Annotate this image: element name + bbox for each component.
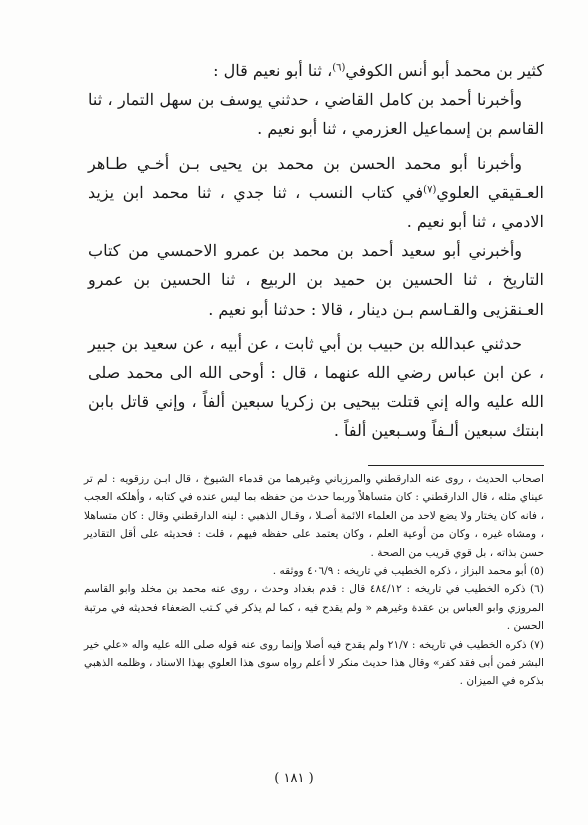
- paragraph-4: وأخبرني أبو سعيد أحمد بن محمد بن عمرو الاحمسي من كتاب التاريخ ، ثنا الحسين بن حميد بن الربيع ، ثنا الحسين بن عمرو العـنقزيى والقـاسم بـن دينار ، قالا : حدثنا أبو نعيم .: [88, 241, 544, 319]
- paragraph-3: [88, 149, 544, 237]
- footnotes: [84, 470, 544, 691]
- footnote-marker-7: (٧): [423, 184, 437, 196]
- footnote-marker-6: (٦): [332, 62, 346, 74]
- paragraph-1-text-start: كثير بن محمد أبو أنس الكوفي: [345, 61, 544, 80]
- footnote-6: (٦) ذكره الخطيب في تاريخه : ٤٨٤/١٢ قال : قدم بغداد وحدث ، روى عنه محمد بن مخلد وابو القاسم المروزي وابو العباس بن عقدة وغيرهم « ولم يقدح فيه ، كما لم يذكر في كـتب الضعفاء فحديثه في مرتبة الحسن .: [84, 583, 544, 633]
- paragraph-1: [88, 56, 544, 85]
- paragraph-1-text-end: ، ثنا أبو نعيم قال :: [213, 61, 333, 80]
- paragraph-2: وأخبرنا أحمد بن كامل القاضي ، حدثني يوسف بن سهل التمار ، ثنا القاسم بن إسماعيل العزرمي ، ثنا أبو نعيم .: [88, 90, 544, 139]
- footnote-continued: اصحاب الحديث ، روى عنه الدارقطني والمرزباني وغيرهما من قدماء الشيوخ ، قال ابـن رزقويه : لم تر عيناي مثله ، قال الدارقطني : كان متساهلاً وربما حدث من حفظه بما ليس عنده في كتابه ، وأهلكه العجب ، فانه كان يختار ولا يضع لاحد من العلماء الائمة أصـلا ، وقـال الذهبي : لينه الدارقطني وقال : كان متساهلا ، ومشاه غيره ، وكان من أوعية العلم ، وكان يعتمد على حفظه فيهم ، قلت : فحديثه على أقل التقادير حسن بذاته ، بل قوي قريب من الصحة .: [84, 473, 544, 559]
- paragraph-5: حدثني عبدالله بن حبيب بن أبي ثابت ، عن أبيه ، عن سعيد بن جبير ، عن ابن عباس رضي الله عنهما ، قال : أوحى الله الى محمد صلى الله عليه واله إني قتلت بيحيى بن زكريا سبعين ألفاً ، وإني قاتل بابن ابنتك سبعين ألـفاً وسـبعين ألفاً .: [88, 333, 544, 441]
- footnote-5: (٥) أبو محمد البزاز ، ذكره الخطيب في تاريخه : ٤٠٦/٩ ووثقه .: [272, 565, 544, 578]
- main-text: [88, 56, 544, 446]
- footnote-7: (٧) ذكره الخطيب في تاريخه : ٢١/٧ ولم يقدح فيه أصلا وإنما روى عنه قوله صلى الله عليه واله «علي خير البشر فمن أبى فقد كفر» وقال هذا حديث منكر لا أعلم رواه سوى هذا العلوي بهذا الاسناد ، وظلمه الذهبي بذكره في الميزان .: [84, 638, 545, 688]
- paragraph-3-text-start: وأخبرنا أبو محمد الحسن بن محمد بن يحيى بـن أخـي طـاهر العـقيقي العلوي: [88, 153, 544, 202]
- page-number: ( ١٨١ ): [274, 771, 314, 786]
- footnote-separator: [368, 465, 544, 466]
- paragraph-3-text-end: في كتاب النسب ، ثنا جدي ، ثنا محمد ابن يزيد الادمي ، ثنا أبو نعيم .: [88, 182, 544, 232]
